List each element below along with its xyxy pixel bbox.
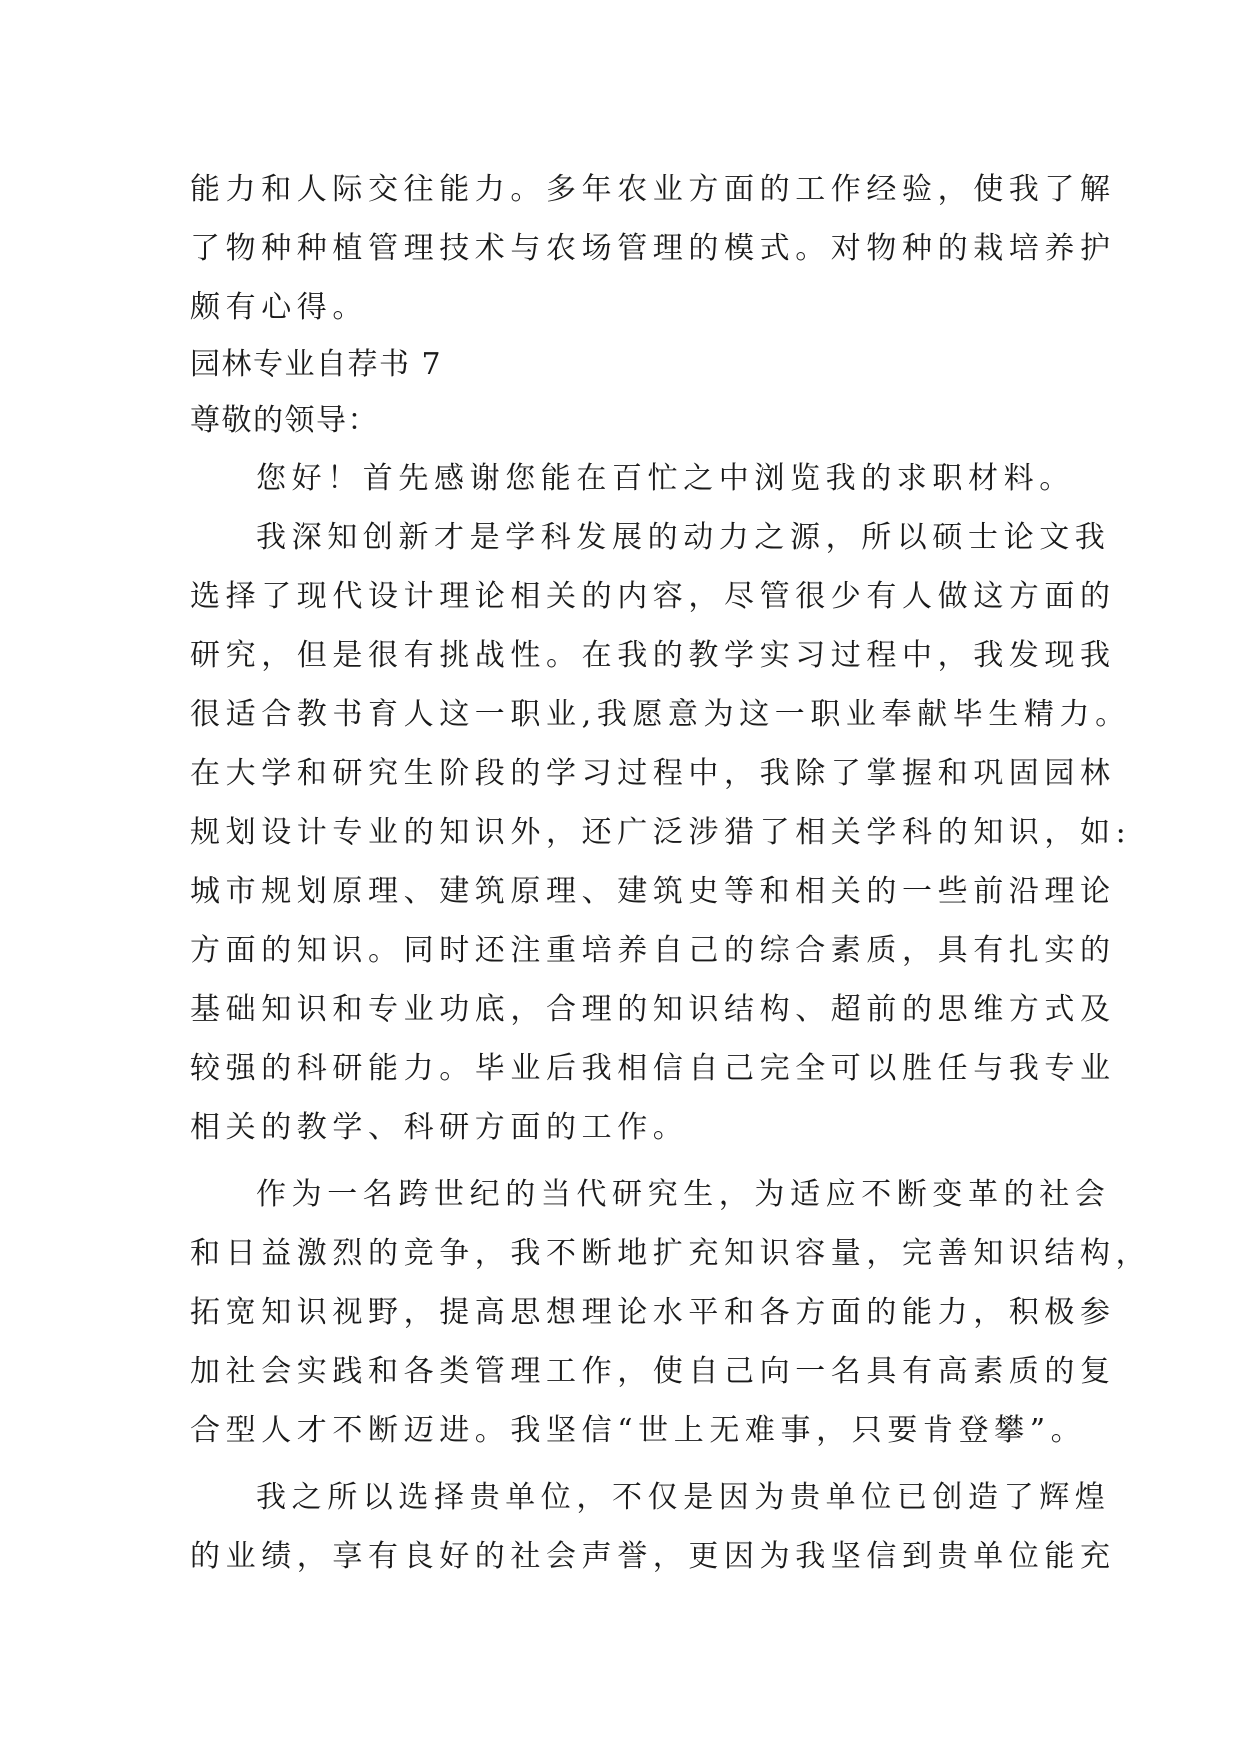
paragraph1-line-4: 很适合教书育人这一职业,我愿意为这一职业奉献毕生精力。 bbox=[190, 697, 1131, 732]
continuation-line-1: 能力和人际交往能力。多年农业方面的工作经验，使我了解 bbox=[190, 172, 1116, 207]
paragraph2-line-1: 作为一名跨世纪的当代研究生，为适应不断变革的社会 bbox=[256, 1177, 1111, 1212]
paragraph2-line-2: 和日益激烈的竞争，我不断地扩充知识容量，完善知识结构， bbox=[190, 1236, 1152, 1271]
paragraph1-line-8: 方面的知识。同时还注重培养自己的综合素质，具有扎实的 bbox=[190, 933, 1116, 968]
paragraph1-line-2: 选择了现代设计理论相关的内容，尽管很少有人做这方面的 bbox=[190, 579, 1116, 614]
paragraph2-line-5: 合型人才不断迈进。我坚信“世上无难事，只要肯登攀”。 bbox=[190, 1413, 1087, 1448]
salutation: 尊敬的领导： bbox=[190, 403, 379, 438]
paragraph1-line-3: 研究，但是很有挑战性。在我的教学实习过程中，我发现我 bbox=[190, 638, 1116, 673]
greeting-line: 您好！首先感谢您能在百忙之中浏览我的求职材料。 bbox=[256, 461, 1075, 496]
continuation-line-3: 颇有心得。 bbox=[190, 290, 368, 325]
continuation-line-2: 了物种种植管理技术与农场管理的模式。对物种的栽培养护 bbox=[190, 231, 1116, 266]
paragraph1-line-7: 城市规划原理、建筑原理、建筑史等和相关的一些前沿理论 bbox=[190, 874, 1116, 909]
paragraph1-line-6: 规划设计专业的知识外，还广泛涉猎了相关学科的知识，如: bbox=[190, 815, 1132, 850]
paragraph2-line-4: 加社会实践和各类管理工作，使自己向一名具有高素质的复 bbox=[190, 1354, 1116, 1389]
document-body bbox=[190, 160, 1152, 1586]
paragraph2-line-3: 拓宽知识视野，提高思想理论水平和各方面的能力，积极参 bbox=[190, 1295, 1116, 1330]
paragraph3-line-1: 我之所以选择贵单位，不仅是因为贵单位已创造了辉煌 bbox=[256, 1480, 1111, 1515]
paragraph1-line-9: 基础知识和专业功底，合理的知识结构、超前的思维方式及 bbox=[190, 992, 1116, 1027]
paragraph1-line-1: 我深知创新才是学科发展的动力之源，所以硕士论文我 bbox=[256, 520, 1111, 555]
paragraph1-line-5: 在大学和研究生阶段的学习过程中，我除了掌握和巩固园林 bbox=[190, 756, 1116, 791]
paragraph3-line-2: 的业绩，享有良好的社会声誉，更因为我坚信到贵单位能充 bbox=[190, 1539, 1116, 1574]
section-title: 园林专业自荐书 7 bbox=[190, 347, 443, 382]
paragraph1-line-11: 相关的教学、科研方面的工作。 bbox=[190, 1110, 689, 1145]
paragraph1-line-10: 较强的科研能力。毕业后我相信自己完全可以胜任与我专业 bbox=[190, 1051, 1116, 1086]
